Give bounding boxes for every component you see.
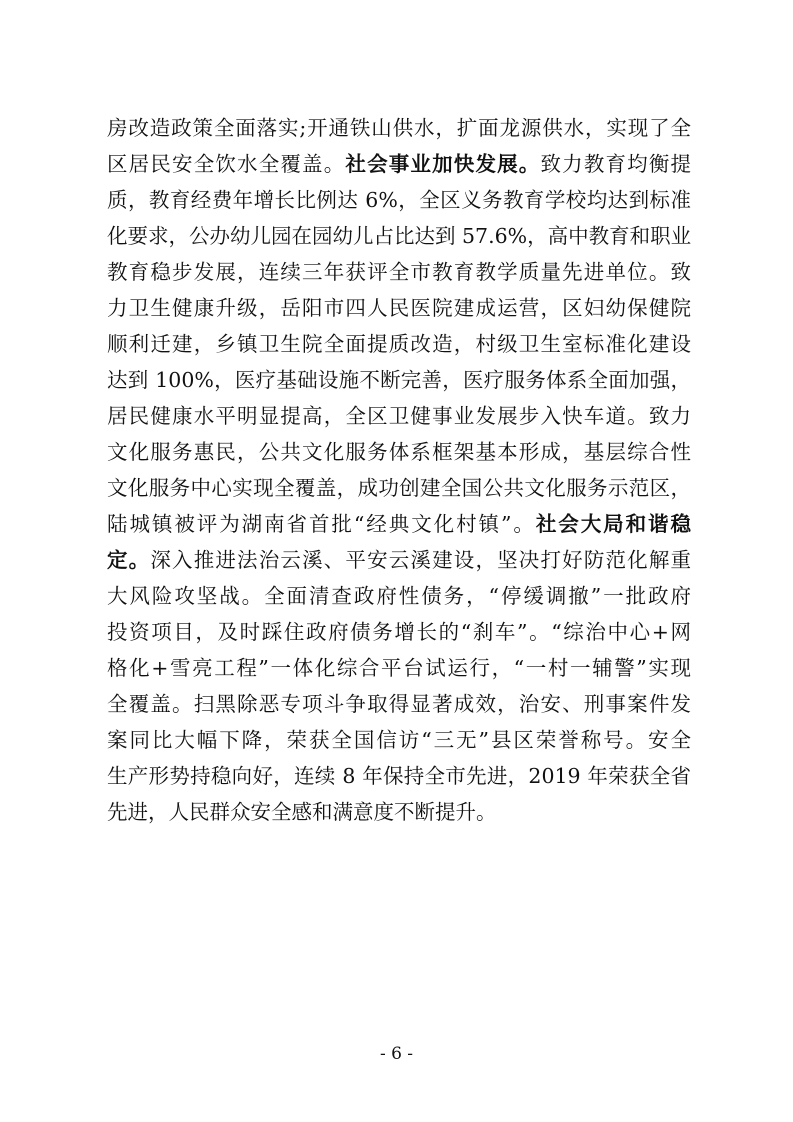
- body-text-segment: 居民健康水平明显提高，全区卫健事业发展步入快车道。致力: [107, 404, 691, 428]
- text-line: [107, 758, 691, 794]
- bold-heading-text: 社会事业加快发展。: [345, 152, 541, 176]
- body-text: [107, 110, 691, 830]
- text-line: [107, 794, 691, 830]
- body-text-segment: 全覆盖。扫黑除恶专项斗争取得显著成效，治安、刑事案件发: [107, 692, 691, 716]
- body-text-segment: 深入推进法治云溪、平安云溪建设，坚决打好防范化解重: [150, 548, 692, 572]
- bold-heading-text: 定。: [107, 548, 151, 572]
- text-line: [107, 146, 691, 182]
- bold-heading-text: 社会大局和谐稳: [535, 512, 692, 536]
- text-line: [107, 218, 691, 254]
- body-text-segment: 陆城镇被评为湖南省首批“经典文化村镇”。: [107, 512, 536, 536]
- body-text-segment: 致力教育均衡提: [540, 152, 692, 176]
- text-line: [107, 542, 691, 578]
- text-line: [107, 686, 691, 722]
- body-text-segment: 文化服务中心实现全覆盖，成功创建全国公共文化服务示范区，: [107, 476, 691, 500]
- body-text-segment: 力卫生健康升级，岳阳市四人民医院建成运营，区妇幼保健院: [107, 296, 691, 320]
- body-text-segment: 格化+雪亮工程”一体化综合平台试运行，“一村一辅警”实现: [107, 656, 691, 680]
- body-text-segment: 案同比大幅下降，荣获全国信访“三无”县区荣誉称号。安全: [107, 728, 691, 752]
- text-line: [107, 434, 691, 470]
- text-line: [107, 110, 691, 146]
- body-text-segment: 生产形势持稳向好，连续 8 年保持全市先进，2019 年荣获全省: [107, 764, 691, 788]
- body-text-segment: 区居民安全饮水全覆盖。: [107, 152, 346, 176]
- text-line: [107, 578, 691, 614]
- text-line: [107, 254, 691, 290]
- text-line: [107, 614, 691, 650]
- text-line: [107, 398, 691, 434]
- text-line: [107, 722, 691, 758]
- body-text-segment: 质，教育经费年增长比例达 6%，全区义务教育学校均达到标准: [107, 188, 691, 212]
- body-text-segment: 化要求，公办幼儿园在园幼儿占比达到 57.6%，高中教育和职业: [107, 224, 692, 248]
- text-line: [107, 290, 691, 326]
- text-line: [107, 506, 691, 542]
- body-text-segment: 文化服务惠民，公共文化服务体系框架基本形成，基层综合性: [107, 440, 691, 464]
- body-text-segment: 顺利迁建，乡镇卫生院全面提质改造，村级卫生室标准化建设: [107, 332, 691, 356]
- text-line: [107, 650, 691, 686]
- page-number: - 6 -: [379, 1044, 414, 1064]
- text-line: [107, 182, 691, 218]
- body-text-segment: 达到 100%，医疗基础设施不断完善，医疗服务体系全面加强，: [107, 368, 691, 392]
- body-text-segment: 先进，人民群众安全感和满意度不断提升。: [107, 800, 497, 824]
- body-text-segment: 大风险攻坚战。全面清查政府性债务，“停缓调撤”一批政府: [107, 584, 691, 608]
- text-line: [107, 362, 691, 398]
- body-text-segment: 投资项目，及时踩住政府债务增长的“刹车”。“综治中心+网: [107, 620, 691, 644]
- text-line: [107, 470, 691, 506]
- body-text-segment: 教育稳步发展，连续三年获评全市教育教学质量先进单位。致: [107, 260, 691, 284]
- text-line: [107, 326, 691, 362]
- body-text-segment: 房改造政策全面落实;开通铁山供水，扩面龙源供水，实现了全: [107, 116, 691, 140]
